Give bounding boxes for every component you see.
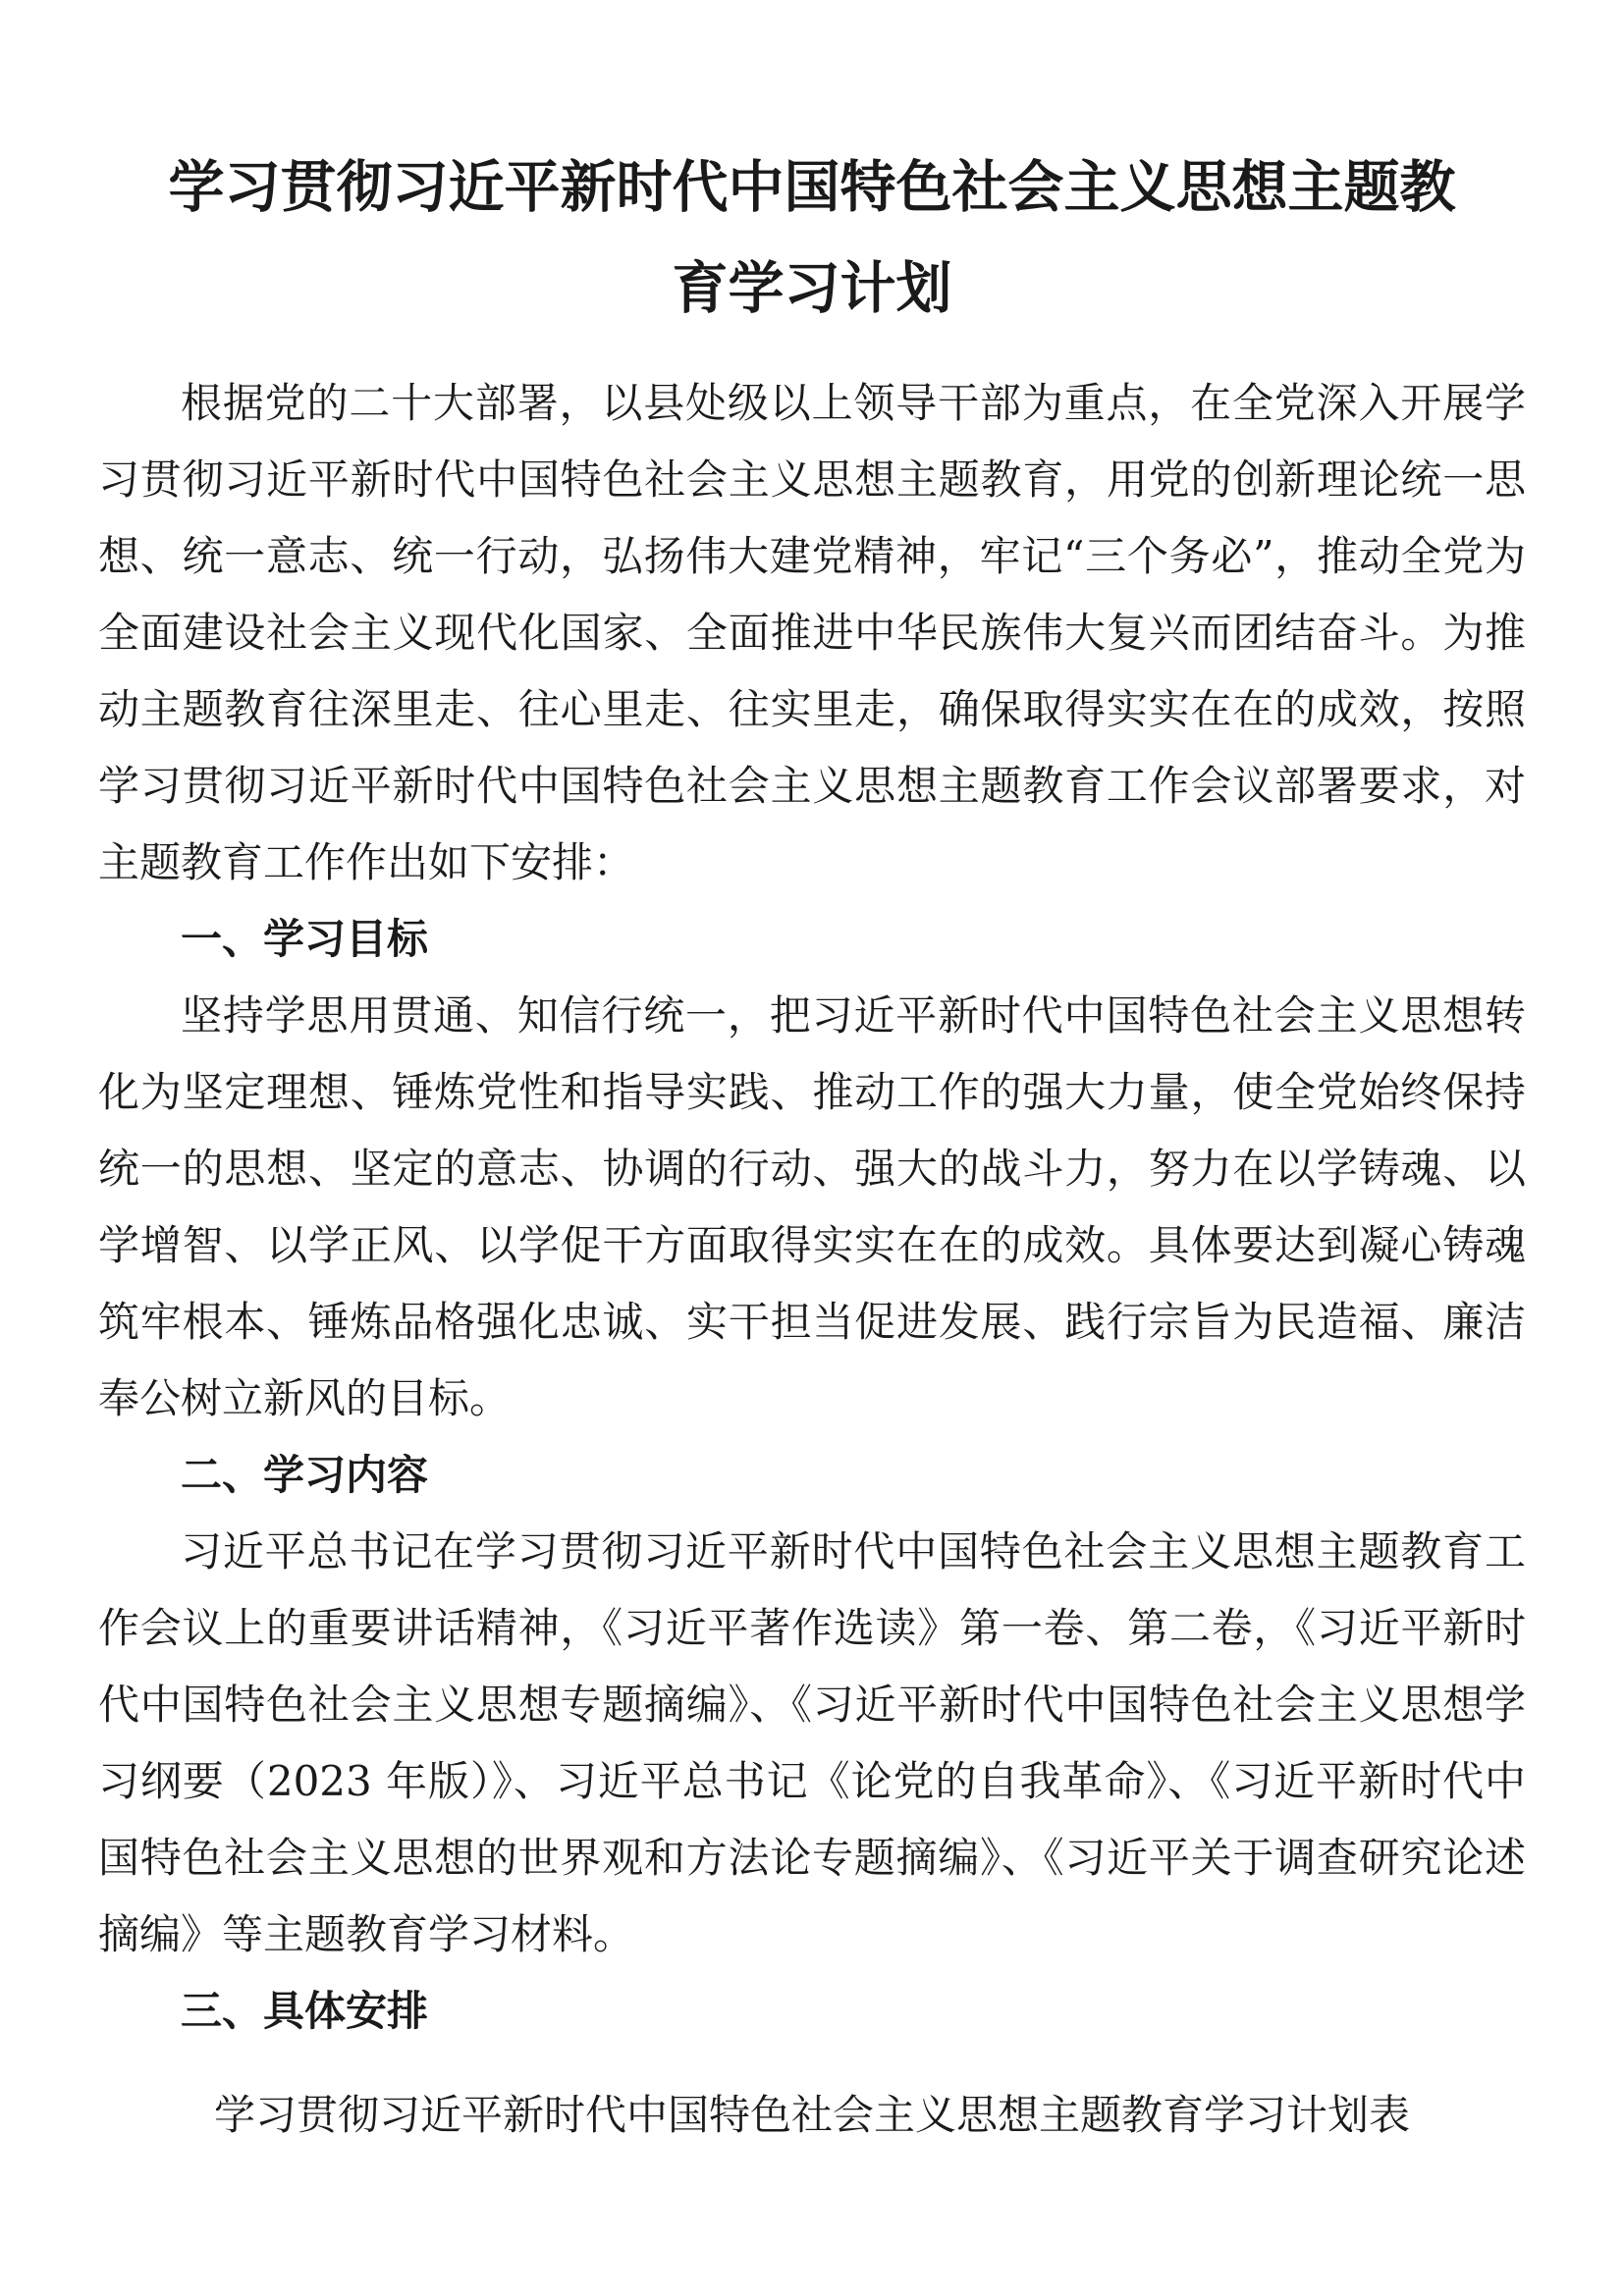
document-title-line-1: 学习贯彻习近平新时代中国特色社会主义思想主题教 xyxy=(168,155,1456,220)
section-heading-content: 二、学习内容 xyxy=(181,1451,429,1499)
section-body-content: 习近平总书记在学习贯彻习近平新时代中国特色社会主义思想主题教育工作会议上的重要讲话精神，《习近平著作选读》第一卷、第二卷，《习近平新时代中国特色社会主义思想专题摘编》、《习近平新时代中国特色社会主义思想学习纲要（2023 年版）》、习近平总书记《论党的自我革命》、《习近平新时代中国特色社会主义思想的世界观和方法论专题摘编》、《习近平关于调查研究论述摘编》等主题教育学习材料。 xyxy=(98,1527,1526,1958)
intro-paragraph: 根据党的二十大部署，以县处级以上领导干部为重点，在全党深入开展学习贯彻习近平新时代中国特色社会主义思想主题教育，用党的创新理论统一思想、统一意志、统一行动，弘扬伟大建党精神，牢记“三个务必”，推动全党为全面建设社会主义现代化国家、全面推进中华民族伟大复兴而团结奋斗。为推动主题教育往深里走、往心里走、往实里走，确保取得实实在在的成效，按照学习贯彻习近平新时代中国特色社会主义思想主题教育工作会议部署要求，对主题教育工作作出如下安排： xyxy=(98,379,1526,886)
document-title-line-2: 育学习计划 xyxy=(672,256,952,321)
section-heading-goals: 一、学习目标 xyxy=(181,915,429,963)
section-body-goals: 坚持学思用贯通、知信行统一，把习近平新时代中国特色社会主义思想转化为坚定理想、锤炼党性和指导实践、推动工作的强大力量，使全党始终保持统一的思想、坚定的意志、协调的行动、强大的战斗力，努力在以学铸魂、以学增智、以学正风、以学促干方面取得实实在在的成效。具体要达到凝心铸魂筑牢根本、锤炼品格强化忠诚、实干担当促进发展、践行宗旨为民造福、廉洁奉公树立新风的目标。 xyxy=(98,991,1526,1422)
section-heading-arrangement: 三、具体安排 xyxy=(181,1987,429,2035)
document-title xyxy=(98,137,1526,340)
table-caption: 学习贯彻习近平新时代中国特色社会主义思想主题教育学习计划表 xyxy=(213,2091,1410,2139)
